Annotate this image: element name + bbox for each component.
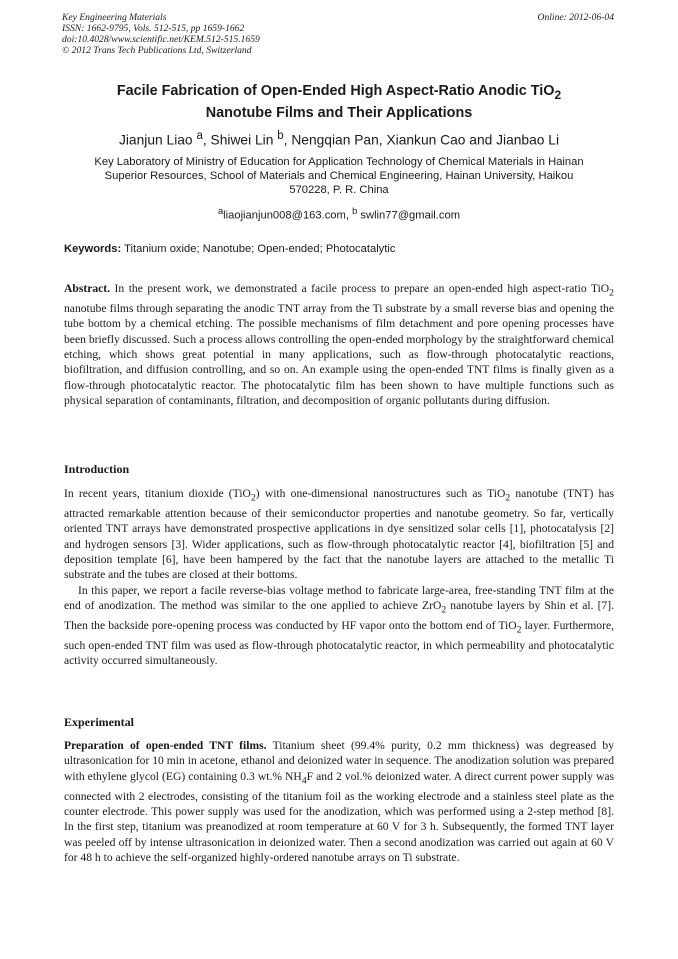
experimental-text-1: Titanium sheet (99.4% purity, 0.2 mm thickness) was degreased by ultrasonication for 10 min in acetone, ethanol and deionized water in sequence. The anodization solution was prepared with ethylene glycol (EG) containing 0.3 wt.% NH — [64, 739, 614, 783]
author-1: Jianjun Liao — [118, 132, 197, 148]
affiliation — [60, 155, 618, 197]
intro-p1-c: nanotube (TNT) has attracted remarkable attention because of their semiconductor properties and nanotube geometry. So far, vertically oriented TNT arrays have demonstrated prospective applications in dye sensitized solar cells [1], photocatalysis [2] and hydrogen sensors [3]. Wider applications, such as flow-through photocatalytic reactor [4], biofiltration [5] and deposition template [6], have been hampered by the fact that the nanotube layers are attached to the metallic Ti substrate and the tubes are closed at their bottoms. — [64, 487, 615, 582]
intro-p1-b: ) with one-dimensional nanostructures such as TiO — [255, 487, 506, 500]
intro-p2-c: layer. Furthermore, such open-ended TNT film was used as flow-through photocatalytic reactor, in which permeability and photocatalytic activity occurred simultaneously. — [64, 618, 614, 667]
intro-p1-a: In recent years, titanium dioxide (TiO — [64, 487, 251, 500]
author-1-sup: a — [196, 130, 203, 142]
keywords-label: Keywords: — [64, 243, 122, 255]
keywords-text: Titanium oxide; Nanotube; Open-ended; Photocatalytic — [121, 243, 396, 255]
issn: ISSN: 1662-9795, Vols. 512-515, pp 1659-1662 — [62, 23, 245, 34]
author-emails — [60, 206, 618, 222]
intro-p1-sub2: 2 — [505, 492, 511, 504]
introduction-body — [64, 486, 614, 668]
intro-p2-b: nanotube layers by Shin et al. [7]. Then the backside pore-opening process was conducted by HF vapor onto the bottom end of TiO — [64, 599, 614, 632]
journal-name: Key Engineering Materials — [62, 12, 167, 23]
email-a[interactable]: liaojianjun008@163.com, — [223, 209, 353, 222]
email-a-sup: a — [217, 206, 224, 216]
email-b[interactable]: swlin77@gmail.com — [357, 209, 461, 222]
author-2-sup: b — [277, 130, 284, 142]
journal-header — [62, 12, 260, 56]
doi: doi:10.4028/www.scientific.net/KEM.512-515.1659 — [62, 34, 260, 45]
title-line2: Nanotube Films and Their Applications — [205, 104, 473, 121]
affiliation-line-3: 570228, P. R. China — [289, 184, 389, 196]
intro-paragraph-2 — [64, 583, 614, 669]
experimental-heading: Experimental — [64, 715, 134, 729]
introduction-heading: Introduction — [64, 462, 130, 476]
experimental-text-2: F and 2 vol.% deionized water. A direct current power supply was connected with 2 electrodes, consisting of the titanium foil as the working electrode and a stainless steel plate as the counter electrode. This power supply was used for the anodization, which was performed using a 2-step method [8]. In the first step, titanium was preanodized at room temperature at 60 V for 3 h. Subsequently, the formed TNT layer was peeled off by intense ultrasonication in deionized water. Then a second anodization was carried out again at 60 V for 48 h to achieve the self-organized highly-ordered nanotube arrays on Ti substrate. — [64, 769, 615, 865]
intro-p2-a: In this paper, we report a facile reverse-bias voltage method to fabricate large-area, free-standing TNT film at the end of anodization. The method was similar to the one applied to achieve ZrO — [64, 583, 614, 613]
abstract-text-2: nanotube films through separating the anodic TNT array from the Ti substrate by a small reverse bias and opening the tube bottom by a chemical etching. The possible mechanisms of film detachment and pore opening processes have been briefly discussed. Such a process allows controlling the open-ended morphology by the straightforward chemical etching, which shows great potential in many applications, such as flow-through photocatalytic reactions, biofiltration, and diffusion controlling, and so on. An example using the open-ended TNT films is finally given as a flow-through photocatalytic reactor. The photocatalytic film has been shown to have multiple functions such as physical separation of contaminants, filtration, and decomposition of organic pollutants during diffusion. — [64, 301, 614, 408]
intro-paragraph-1 — [64, 486, 614, 583]
author-list — [60, 130, 618, 148]
paper-title — [60, 82, 618, 122]
other-authors: , Nengqian Pan, Xiankun Cao and Jianbao Li — [283, 132, 560, 148]
experimental-body — [64, 738, 614, 866]
author-2: , Shiwei Lin — [202, 132, 278, 148]
title-subscript: 2 — [554, 87, 562, 102]
affiliation-line-2: Superior Resources, School of Materials and Chemical Engineering, Hainan University, Haikou — [104, 170, 574, 182]
intro-p2-sub1: 2 — [441, 604, 447, 616]
title-line1: Facile Fabrication of Open-Ended High Aspect-Ratio Anodic TiO — [116, 83, 555, 99]
abstract-label: Abstract. — [64, 282, 111, 295]
experimental-subheading: Preparation of open-ended TNT films. — [64, 739, 267, 752]
intro-p1-sub1: 2 — [250, 492, 256, 504]
copyright: © 2012 Trans Tech Publications Ltd, Switzerland — [62, 45, 252, 56]
keywords — [64, 243, 614, 255]
affiliation-line-1: Key Laboratory of Ministry of Education for Application Technology of Chemical Materials in Hainan — [94, 156, 584, 168]
email-b-sup: b — [352, 206, 358, 216]
abstract-subscript: 2 — [609, 287, 614, 299]
online-date: Online: 2012-06-04 — [537, 12, 614, 23]
intro-p2-sub2: 2 — [516, 624, 522, 636]
abstract — [64, 281, 614, 409]
experimental-subscript: 4 — [301, 775, 307, 787]
abstract-text-1: In the present work, we demonstrated a facile process to prepare an open-ended high aspect-ratio TiO — [110, 282, 610, 295]
